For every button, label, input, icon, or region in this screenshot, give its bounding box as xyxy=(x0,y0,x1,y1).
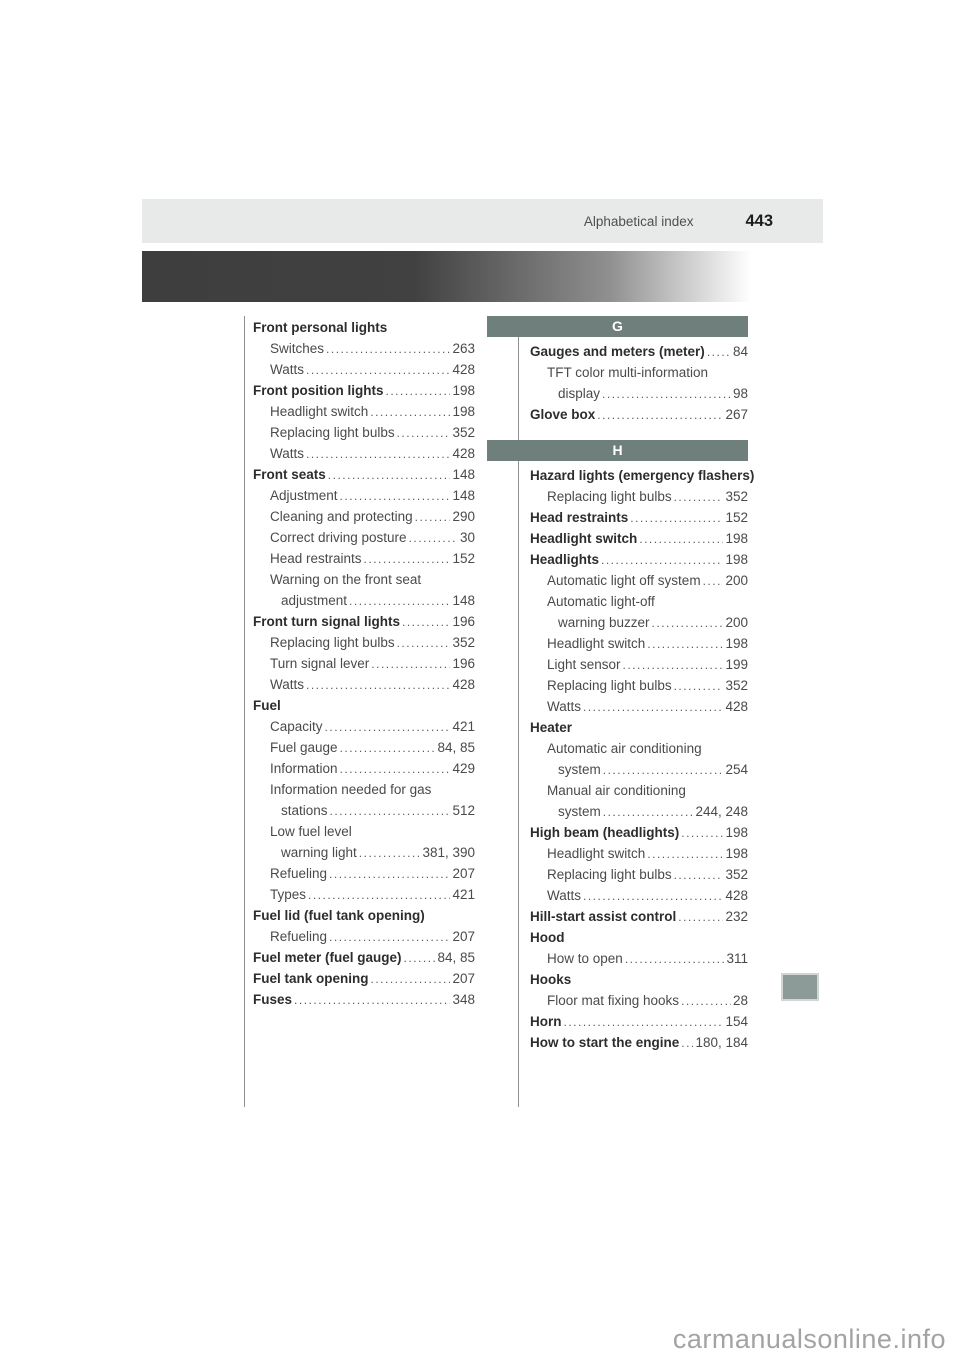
dot-leader xyxy=(639,528,723,550)
dot-leader xyxy=(564,1011,724,1033)
dot-leader xyxy=(409,527,458,549)
entry-page-number: 244, 248 xyxy=(695,804,748,819)
entry-label: Headlight switch xyxy=(547,846,646,861)
index-entry xyxy=(253,611,475,632)
entry-page-number: 428 xyxy=(725,888,748,903)
index-entry xyxy=(253,548,475,569)
entry-label: Switches xyxy=(270,341,325,356)
entry-label: Automatic light off system xyxy=(547,573,701,588)
dot-leader xyxy=(329,863,450,885)
index-entry xyxy=(253,317,475,338)
index-entry xyxy=(253,485,475,506)
entry-page-number: 198 xyxy=(725,846,748,861)
entry-label: Replacing light bulbs xyxy=(547,489,672,504)
gradient-divider-bar xyxy=(142,251,790,302)
entry-page-number: 290 xyxy=(452,509,475,524)
dot-leader xyxy=(597,404,723,426)
entry-label: Headlights xyxy=(530,552,600,567)
dot-leader xyxy=(340,758,451,780)
index-entry xyxy=(253,989,475,1010)
index-entry xyxy=(253,653,475,674)
entry-page-number: 512 xyxy=(452,803,475,818)
entry-label: Information needed for gas xyxy=(270,782,432,797)
entry-label: display xyxy=(558,386,601,401)
index-entry xyxy=(487,738,748,759)
dot-leader xyxy=(583,696,723,718)
dot-leader xyxy=(674,486,724,508)
entry-label: Watts xyxy=(270,362,305,377)
entry-label: Fuel gauge xyxy=(270,740,338,755)
left-column-rule xyxy=(244,316,245,1107)
dot-leader xyxy=(404,947,436,969)
entry-page-number: 352 xyxy=(725,489,748,504)
dot-leader xyxy=(625,948,725,970)
entry-page-number: 232 xyxy=(725,909,748,924)
entry-label: Watts xyxy=(270,446,305,461)
index-entry xyxy=(253,443,475,464)
entry-label: Correct driving posture xyxy=(270,530,407,545)
index-entry xyxy=(487,864,748,885)
dot-leader xyxy=(681,990,731,1012)
entry-page-number: 199 xyxy=(725,657,748,672)
entry-page-number: 428 xyxy=(452,446,475,461)
entry-label: Cleaning and protecting xyxy=(270,509,413,524)
index-column-left xyxy=(253,317,475,1010)
entry-page-number: 267 xyxy=(725,407,748,422)
entry-page-number: 381, 390 xyxy=(422,845,475,860)
entry-label: Warning on the front seat xyxy=(270,572,422,587)
entry-label: adjustment xyxy=(281,593,348,608)
entry-label: warning light xyxy=(281,845,357,860)
entry-label: system xyxy=(558,804,601,819)
entry-label: Fuel lid (fuel tank opening) xyxy=(253,908,425,923)
index-entry xyxy=(487,948,748,969)
entry-page-number: 84, 85 xyxy=(437,950,475,965)
entry-label: Types xyxy=(270,887,307,902)
index-entry xyxy=(253,842,475,863)
entry-label: Information xyxy=(270,761,338,776)
entry-page-number: 30 xyxy=(459,530,475,545)
page-header-title: Alphabetical index xyxy=(583,213,694,229)
entry-page-number: 263 xyxy=(452,341,475,356)
entry-page-number: 98 xyxy=(732,386,748,401)
index-entry xyxy=(253,863,475,884)
entry-page-number: 207 xyxy=(452,866,475,881)
dot-leader xyxy=(630,507,723,529)
dot-leader xyxy=(402,611,450,633)
entry-label: Headlight switch xyxy=(547,636,646,651)
entry-page-number: 352 xyxy=(452,635,475,650)
entry-page-number: 148 xyxy=(452,488,475,503)
entry-label: TFT color multi-information xyxy=(547,365,709,380)
index-entry xyxy=(487,822,748,843)
index-entry xyxy=(253,968,475,989)
dot-leader xyxy=(603,801,694,823)
entry-label: Fuel meter (fuel gauge) xyxy=(253,950,402,965)
index-entry xyxy=(487,404,748,425)
entry-page-number: 198 xyxy=(725,825,748,840)
entry-page-number: 428 xyxy=(725,699,748,714)
entry-page-number: 254 xyxy=(725,762,748,777)
entry-label: Head restraints xyxy=(270,551,362,566)
entry-label: Adjustment xyxy=(270,488,338,503)
entry-label: Refueling xyxy=(270,929,328,944)
dot-leader xyxy=(326,338,450,360)
index-entry xyxy=(253,338,475,359)
entry-page-number: 421 xyxy=(452,719,475,734)
dot-leader xyxy=(306,359,450,381)
entry-page-number: 148 xyxy=(452,467,475,482)
index-entry xyxy=(487,507,748,528)
entry-label: Watts xyxy=(547,699,582,714)
dot-leader xyxy=(674,864,724,886)
index-entry xyxy=(487,549,748,570)
entry-label: Hazard lights (emergency flashers) xyxy=(530,468,755,483)
index-entry xyxy=(253,674,475,695)
entry-page-number: 196 xyxy=(452,656,475,671)
index-entry xyxy=(487,633,748,654)
index-entry xyxy=(487,612,748,633)
index-entry xyxy=(253,401,475,422)
entry-label: Hooks xyxy=(530,972,572,987)
dot-leader xyxy=(371,653,450,675)
entry-page-number: 421 xyxy=(452,887,475,902)
entry-page-number: 352 xyxy=(452,425,475,440)
index-entry xyxy=(253,926,475,947)
dot-leader xyxy=(397,632,451,654)
index-entry xyxy=(253,632,475,653)
entry-page-number: 198 xyxy=(725,552,748,567)
section-header-H: H xyxy=(487,440,748,461)
entry-label: Headlight switch xyxy=(270,404,369,419)
index-entry xyxy=(487,906,748,927)
entry-label: Low fuel level xyxy=(270,824,352,839)
index-entry xyxy=(487,990,748,1011)
index-entry xyxy=(487,801,748,822)
entry-label: Capacity xyxy=(270,719,323,734)
entry-page-number: 152 xyxy=(452,551,475,566)
entry-label: Front seats xyxy=(253,467,326,482)
index-entry xyxy=(253,359,475,380)
entry-label: Fuses xyxy=(253,992,293,1007)
entry-label: Fuel xyxy=(253,698,281,713)
entry-label: Replacing light bulbs xyxy=(547,678,672,693)
dot-leader xyxy=(602,383,731,405)
index-entry xyxy=(253,947,475,968)
index-entry xyxy=(487,465,755,486)
entry-page-number: 352 xyxy=(725,678,748,693)
entry-label: Replacing light bulbs xyxy=(270,425,395,440)
index-entry xyxy=(487,362,748,383)
entry-label: system xyxy=(558,762,601,777)
entry-label: Hill-start assist control xyxy=(530,909,677,924)
dot-leader xyxy=(306,674,450,696)
index-entry xyxy=(487,570,748,591)
dot-leader xyxy=(601,549,723,571)
entry-page-number: 152 xyxy=(725,510,748,525)
entry-page-number: 198 xyxy=(452,383,475,398)
entry-label: Automatic air conditioning xyxy=(547,741,702,756)
entry-page-number: 148 xyxy=(452,593,475,608)
entry-label: How to start the engine xyxy=(530,1035,680,1050)
index-entry xyxy=(487,486,748,507)
index-entry xyxy=(487,1011,748,1032)
entry-label: Head restraints xyxy=(530,510,629,525)
entry-page-number: 154 xyxy=(725,1014,748,1029)
dot-leader xyxy=(329,926,450,948)
dot-leader xyxy=(371,968,451,990)
entry-page-number: 352 xyxy=(725,867,748,882)
entry-label: Fuel tank opening xyxy=(253,971,369,986)
entry-page-number: 84 xyxy=(732,344,748,359)
dot-leader xyxy=(308,884,450,906)
entry-label: Replacing light bulbs xyxy=(547,867,672,882)
dot-leader xyxy=(703,570,724,592)
entry-page-number: 200 xyxy=(725,573,748,588)
index-entry xyxy=(253,506,475,527)
dot-leader xyxy=(678,906,723,928)
dot-leader xyxy=(603,759,724,781)
entry-label: High beam (headlights) xyxy=(530,825,680,840)
entry-page-number: 348 xyxy=(452,992,475,1007)
index-entry xyxy=(253,527,475,548)
dot-leader xyxy=(340,485,451,507)
index-entry xyxy=(487,885,748,906)
dot-leader xyxy=(359,842,421,864)
dot-leader xyxy=(647,843,723,865)
entry-page-number: 200 xyxy=(725,615,748,630)
watermark-text: carmanualsonline.info xyxy=(672,1324,946,1354)
page-number: 443 xyxy=(745,211,773,230)
entry-label: Manual air conditioning xyxy=(547,783,686,798)
entry-label: stations xyxy=(281,803,328,818)
dot-leader xyxy=(349,590,450,612)
entry-label: Refueling xyxy=(270,866,328,881)
index-entry xyxy=(253,716,475,737)
dot-leader xyxy=(652,612,724,634)
dot-leader xyxy=(328,464,451,486)
entry-page-number: 198 xyxy=(725,636,748,651)
index-entry xyxy=(487,717,748,738)
index-entry xyxy=(253,758,475,779)
entry-page-number: 198 xyxy=(452,404,475,419)
dot-leader xyxy=(623,654,724,676)
entry-label: Light sensor xyxy=(547,657,621,672)
entry-label: Hood xyxy=(530,930,565,945)
index-entry xyxy=(253,380,475,401)
index-entry xyxy=(253,821,475,842)
entry-label: warning buzzer xyxy=(558,615,650,630)
chapter-edge-tab xyxy=(781,973,819,1001)
index-entry xyxy=(487,843,748,864)
entry-page-number: 84, 85 xyxy=(437,740,475,755)
dot-leader xyxy=(330,800,451,822)
dot-leader xyxy=(583,885,723,907)
entry-label: Front position lights xyxy=(253,383,384,398)
index-entry xyxy=(253,422,475,443)
entry-page-number: 429 xyxy=(452,761,475,776)
dot-leader xyxy=(385,380,450,402)
index-entry xyxy=(487,780,748,801)
dot-leader xyxy=(294,989,450,1011)
page-header-band xyxy=(142,199,823,243)
index-entry xyxy=(253,464,475,485)
entry-page-number: 196 xyxy=(452,614,475,629)
index-entry xyxy=(487,528,748,549)
index-entry xyxy=(487,591,748,612)
entry-page-number: 28 xyxy=(732,993,748,1008)
dot-leader xyxy=(415,506,451,528)
index-entry xyxy=(253,800,475,821)
entry-label: Heater xyxy=(530,720,573,735)
entry-page-number: 207 xyxy=(452,929,475,944)
dot-leader xyxy=(306,443,450,465)
index-entry xyxy=(253,905,475,926)
section-header-G: G xyxy=(487,316,748,337)
index-entry xyxy=(487,927,748,948)
dot-leader xyxy=(647,633,723,655)
index-entry xyxy=(253,779,475,800)
entry-label: Watts xyxy=(547,888,582,903)
index-entry xyxy=(487,969,748,990)
entry-label: Turn signal lever xyxy=(270,656,370,671)
entry-label: Headlight switch xyxy=(530,531,638,546)
entry-label: Automatic light-off xyxy=(547,594,655,609)
dot-leader xyxy=(681,822,723,844)
entry-page-number: 428 xyxy=(452,362,475,377)
index-entry xyxy=(487,341,748,362)
index-entry xyxy=(253,737,475,758)
index-entry xyxy=(253,695,475,716)
index-entry xyxy=(487,675,748,696)
entry-label: How to open xyxy=(547,951,623,966)
index-entry xyxy=(487,654,748,675)
index-entry xyxy=(487,1032,748,1053)
index-entry xyxy=(253,884,475,905)
entry-label: Floor mat fixing hooks xyxy=(547,993,680,1008)
index-entry xyxy=(253,590,475,611)
index-entry xyxy=(487,696,748,717)
entry-page-number: 207 xyxy=(452,971,475,986)
entry-label: Watts xyxy=(270,677,305,692)
entry-label: Horn xyxy=(530,1014,562,1029)
dot-leader xyxy=(674,675,724,697)
entry-label: Glove box xyxy=(530,407,596,422)
entry-label: Front turn signal lights xyxy=(253,614,400,629)
entry-page-number: 180, 184 xyxy=(695,1035,748,1050)
index-entry xyxy=(253,569,475,590)
index-column-right xyxy=(487,316,755,1053)
entry-label: Replacing light bulbs xyxy=(270,635,395,650)
dot-leader xyxy=(364,548,451,570)
dot-leader xyxy=(397,422,451,444)
dot-leader xyxy=(325,716,451,738)
dot-leader xyxy=(340,737,436,759)
dot-leader xyxy=(681,1032,693,1054)
entry-label: Gauges and meters (meter) xyxy=(530,344,705,359)
entry-page-number: 428 xyxy=(452,677,475,692)
entry-page-number: 311 xyxy=(726,951,748,966)
entry-label: Front personal lights xyxy=(253,320,388,335)
dot-leader xyxy=(707,341,731,363)
entry-page-number: 198 xyxy=(725,531,748,546)
index-entry xyxy=(487,759,748,780)
dot-leader xyxy=(370,401,450,423)
index-entry xyxy=(487,383,748,404)
